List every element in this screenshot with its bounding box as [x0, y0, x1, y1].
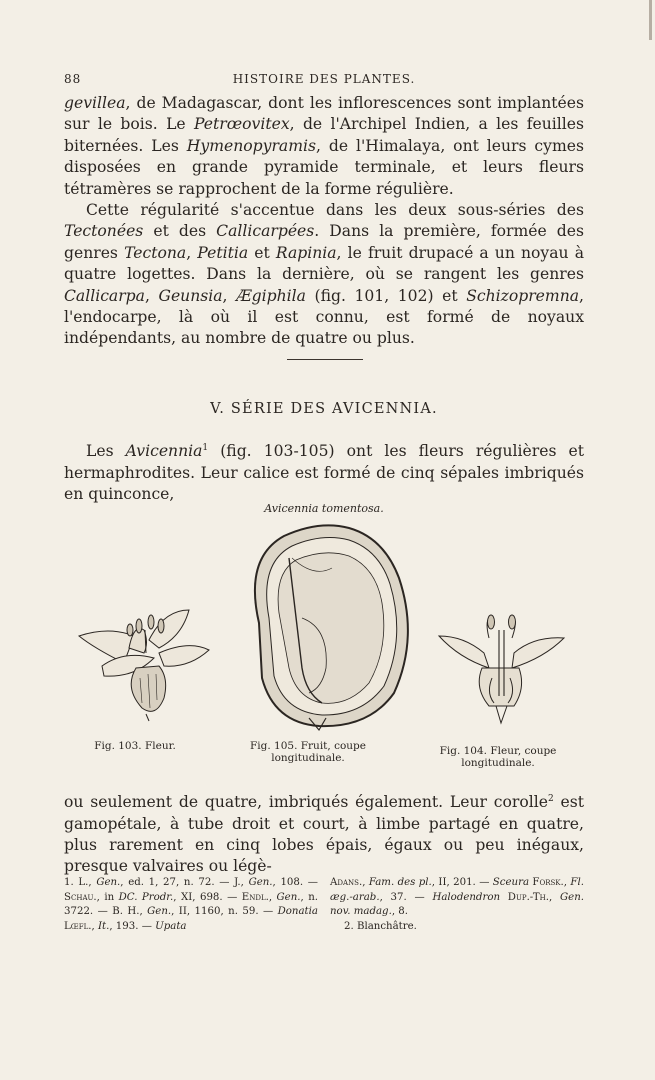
- fn-run: Donatia: [277, 906, 318, 918]
- page-number: 88: [64, 72, 82, 86]
- fn-run: Gen.: [248, 877, 273, 888]
- text-run: . Dans la première, formée des genres: [64, 222, 585, 262]
- genus-name: Hymenopyramis: [186, 136, 316, 155]
- text-run: (fig. 101, 102) et: [305, 286, 467, 305]
- text-run: ,: [222, 286, 237, 305]
- flower-section-illustration: [439, 615, 564, 723]
- text-block-middle: [64, 438, 584, 505]
- footnote-1-cont: [330, 876, 584, 920]
- page-edge: [649, 0, 652, 40]
- fn-run: Forsk.: [529, 877, 564, 888]
- fn-run: ,: [268, 891, 277, 903]
- text-run: et: [248, 243, 276, 262]
- fn-run: , 108. —: [272, 877, 318, 888]
- footnote-ref: 2: [547, 794, 554, 804]
- fn-run: ,: [563, 877, 571, 888]
- fn-run: , XI, 698. —: [173, 891, 242, 903]
- figure-plate: [64, 518, 584, 733]
- fn-run: It.: [97, 920, 110, 932]
- caption-fig-104: [433, 745, 563, 769]
- text-run: , l'endocarpe, là où il est connu, est formé de noyaux indépendants, au nombre de quatre ou plus.: [64, 286, 584, 348]
- taxon-name: Callicarpées: [216, 222, 315, 241]
- text-run: et des: [143, 222, 217, 241]
- running-header: [64, 72, 584, 88]
- fn-run: Dup.-Th.: [500, 891, 550, 903]
- fn-run: , n. 3722. — B. H.,: [64, 891, 318, 918]
- fn-run: , in: [96, 891, 119, 903]
- footnote-column-right: [330, 876, 584, 934]
- fn-run: Upata: [155, 920, 187, 932]
- fn-run: Fam. des pl.: [368, 877, 432, 888]
- genus-name: Rapinia: [275, 243, 337, 262]
- fn-run: Fl. æg.-arab.: [330, 877, 584, 903]
- text-run: , le fruit drupacé a un noyau à quatre logettes. Dans la dernière, où se rangent les genres: [64, 243, 584, 284]
- footnote-column-left: [64, 876, 318, 934]
- fn-run: ,: [362, 877, 369, 888]
- fn-run: Halodendron: [432, 891, 501, 903]
- figure-heading: Avicennia tomentosa.: [264, 502, 384, 515]
- paragraph-4: [64, 789, 584, 878]
- fn-run: Lœfl.: [64, 920, 92, 932]
- paragraph-1: [64, 93, 584, 200]
- footnote-2: 2. Blanchâtre.: [344, 920, 417, 932]
- fn-run: Gen.: [96, 877, 121, 888]
- flower-illustration: [79, 610, 209, 721]
- fn-run: , II, 201. —: [431, 877, 493, 888]
- text-run: , de l'Archipel Indien, a les feuilles biternées. Les: [64, 115, 584, 155]
- fn-run: , 193. —: [109, 920, 156, 932]
- genus-name: Ægiphila: [236, 286, 306, 305]
- fruit-section-illustration: [255, 525, 408, 730]
- text-run: , de l'Himalaya, ont leurs cymes disposées en grande pyramide terminale, et leurs fleurs tétramères se rapprochent de la forme régulière.: [64, 136, 584, 198]
- taxon-name: Tectonées: [64, 222, 144, 241]
- fn-run: , 37. —: [379, 891, 433, 903]
- fn-run: , 8.: [391, 906, 409, 918]
- fn-run: Sceura: [492, 877, 530, 888]
- fn-run: Adans.: [330, 877, 363, 888]
- genus-name: gevillea: [64, 94, 126, 112]
- caption-fig-105: [248, 740, 368, 764]
- fn-run: ,: [91, 920, 98, 932]
- fn-run: Schau.: [64, 891, 97, 903]
- caption-text: Fig. 103. Fleur.: [94, 740, 176, 752]
- fn-run: Endl.: [241, 891, 269, 903]
- fn-run: Gen. nov. madag.: [330, 891, 584, 918]
- fn-run: Gen.: [147, 906, 172, 918]
- fn-run: DC. Prodr.: [118, 891, 174, 903]
- caption-line: longitudinale.: [271, 752, 345, 764]
- text-run: ,: [186, 243, 198, 262]
- genus-name: Tectona: [124, 243, 187, 262]
- genus-name: Petrœovitex: [194, 115, 290, 134]
- fn-run: Gen.: [276, 891, 301, 903]
- genus-name: Geunsia: [158, 286, 223, 305]
- footnote-ref: 1: [202, 443, 209, 453]
- text-block-top: [64, 93, 584, 350]
- running-title: HISTOIRE DES PLANTES.: [232, 72, 416, 86]
- caption-fig-103: [80, 740, 190, 752]
- genus-name: Schizopremna: [466, 286, 580, 305]
- text-run: , de Madagascar, dont les inflorescences sont implantées sur le bois. Le: [64, 94, 584, 134]
- section-divider: [287, 359, 363, 360]
- paragraph-3: [64, 438, 584, 505]
- caption-line: longitudinale.: [461, 757, 535, 769]
- text-run: ou seulement de quatre, imbriqués également. Leur corolle: [64, 793, 548, 812]
- text-run: est gamopétale, à tube droit et court, à limbe partagé en quatre, plus rarement en cinq lobes épais, égaux ou peu inégaux, presque valvaires ou légè-: [64, 793, 584, 876]
- fn-run: 1. L.,: [64, 877, 97, 888]
- text-run: Les: [86, 442, 126, 461]
- text-run: Cette régularité s'accentue dans les deux sous-séries des: [86, 201, 584, 220]
- text-run: (fig. 103-105) ont les fleurs régulières et hermaphrodites. Leur calice est formé de cinq sépales imbriqués en quinconce,: [64, 442, 585, 503]
- fn-run: , ed. 1, 27, n. 72. — J.,: [120, 877, 249, 888]
- genus-name: Avicennia: [125, 442, 203, 461]
- caption-line: Fig. 104. Fleur, coupe: [439, 745, 557, 757]
- section-title: V. SÉRIE DES AVICENNIA.: [210, 401, 438, 417]
- fn-run: , II, 1160, n. 59. —: [171, 906, 278, 918]
- text-run: ,: [144, 286, 159, 305]
- text-block-bottom: [64, 789, 584, 878]
- caption-line: Fig. 105. Fruit, coupe: [250, 740, 366, 752]
- genus-name: Petitia: [197, 243, 249, 262]
- fn-run: ,: [549, 891, 561, 903]
- genus-name: Callicarpa: [64, 286, 145, 305]
- paragraph-2: [64, 200, 584, 350]
